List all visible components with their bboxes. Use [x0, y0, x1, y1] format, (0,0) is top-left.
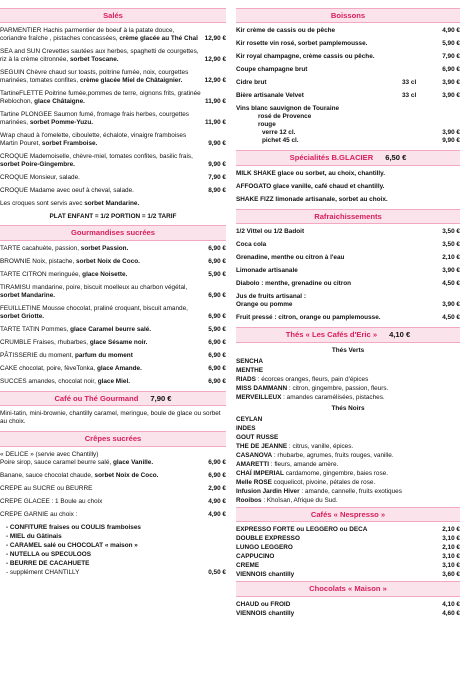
rafraichissement-price: 3,90 €	[442, 267, 460, 275]
vins-block	[236, 105, 460, 145]
item-price: 6,90 €	[208, 312, 226, 320]
specialite-name: AFFOGATO	[236, 182, 272, 190]
item-desc: SEGUIN Chèvre chaud sur toasts, poitrine fumée, noix, courgettes marinées, tomates confites,	[0, 69, 189, 85]
garnish-item: - MIEL du Gâtinais	[6, 532, 62, 540]
vins-verre: verre 12 cl. 3,90 €	[262, 129, 460, 137]
item-desc: Tartine PLONGEE Saumon fumé, fromage frais herbes, courgettes marinées,	[0, 111, 189, 127]
item-desc: PARMENTIER Hachis parmentier de boeuf à la patate douce, coriandre fraîche , pistaches concassées,	[0, 27, 175, 43]
item-price: 12,90 €	[204, 77, 226, 85]
rafraichissements-header: Rafraichissements	[236, 209, 460, 224]
item-text	[0, 48, 205, 64]
boisson-name: Kir crème de cassis ou de pêche	[236, 27, 336, 35]
item-text	[0, 485, 208, 493]
boisson-volume: 33 cl	[402, 92, 417, 100]
chocolat-item-name: CHAUD ou FROID	[236, 600, 291, 608]
item-text	[0, 245, 208, 253]
item-price: 6,90 €	[208, 471, 226, 479]
item-desc: Banane, sauce chocolat chaude,	[0, 471, 93, 479]
item-text	[0, 339, 208, 347]
item-price: 9,90 €	[208, 161, 226, 169]
item-desc: Wrap chaud à l'omelette, ciboulette, échalote, vinaigre framboises Martin Pouret,	[0, 132, 187, 148]
item-desc: Les croques sont servis avec	[0, 200, 83, 208]
rafraichissement-name	[236, 314, 434, 322]
rafraichissement-label: Limonade artisanale	[236, 267, 298, 275]
item-price: 11,90 €	[205, 119, 226, 127]
sales-item	[0, 69, 226, 85]
item-text	[0, 451, 208, 467]
rafraichissement-name	[236, 241, 434, 249]
sales-list	[0, 27, 226, 208]
item-desc: PÂTISSERIE du moment,	[0, 351, 74, 359]
rafraichissement-name	[236, 267, 434, 275]
tea-name: Infusion Jardin Hiver	[236, 487, 300, 495]
tea-name: MENTHE	[236, 366, 263, 374]
cafe-gourmand-desc: Mini-tatin, mini-brownie, chantilly caramel, meringue, boule de glace ou sorbet au choix.	[0, 410, 221, 426]
tea-name: MERVEILLEUX	[236, 393, 282, 401]
specialite-desc: glace vanille, café chaud et chantilly.	[273, 182, 385, 190]
item-sorbet: sorbet Poire-Gingembre.	[0, 161, 75, 169]
boisson-price: 3,90 €	[442, 92, 460, 100]
item-text	[0, 472, 208, 480]
rafraichissement-label: Grenadine, menthe ou citron à l'eau	[236, 254, 345, 262]
item-sorbet: glace Miel.	[97, 377, 131, 385]
cafe-item-name: VIENNOIS chantilly	[236, 571, 295, 579]
item-desc: SEA and SUN Crevettes sautées aux herbes, spaghetti de courgettes, riz à la crème citronnée,	[0, 48, 199, 64]
item-text	[0, 90, 205, 106]
item-desc: CROQUE Madame avec oeuf à cheval, salade.	[0, 187, 134, 195]
garnish-item: - NUTELLA ou SPECULOOS	[6, 550, 91, 558]
tea-item	[236, 461, 460, 469]
item-sorbet: glace Noisette.	[82, 270, 128, 278]
thes-header: Thés « Les Cafés d'Eric » 4,10 €	[236, 327, 460, 342]
vins-line: rouge	[258, 121, 276, 129]
cafe-item-name: CAPPUCINO	[236, 553, 275, 561]
item-text	[0, 305, 208, 321]
tea-name: THE DE JEANNE	[236, 442, 288, 450]
rafraichissement-price: 4,50 €	[442, 314, 460, 322]
item-text	[0, 69, 205, 85]
specialite-item	[236, 196, 460, 204]
sales-item	[0, 48, 226, 64]
item-text	[0, 132, 208, 148]
item-sorbet: sorbet Framboise.	[41, 140, 98, 148]
gourmandise-item	[0, 245, 226, 253]
rafraichissement-price: 2,10 €	[442, 254, 460, 262]
cafe-item-name: EXPRESSO FORTE ou LEGGERO ou DECA	[236, 526, 368, 534]
rafraichissement-item	[236, 314, 460, 322]
item-desc: FEUILLETINE Mousse chocolat, praliné croquant, biscuit amande,	[0, 304, 188, 312]
boissons-header: Boissons	[236, 8, 460, 23]
boisson-price: 3,90 €	[442, 79, 460, 87]
rafraichissement-name	[236, 293, 434, 309]
tea-name: Rooibos	[236, 496, 262, 504]
item-price: 6,90 €	[208, 257, 226, 265]
garnish-item: - BEURRE DE CACAHUETE	[6, 559, 90, 567]
sales-item	[0, 187, 226, 195]
item-desc: CROQUE Monsieur, salade.	[0, 174, 80, 182]
tea-item	[236, 385, 460, 393]
crepe-item	[0, 511, 226, 519]
item-text	[0, 111, 205, 127]
right-column	[236, 6, 460, 619]
sales-item	[0, 174, 226, 182]
crepe-item	[0, 451, 226, 467]
boissons-list	[236, 27, 460, 100]
item-sorbet: glace Amande.	[96, 364, 142, 372]
item-desc: CREPE GLACEE : 1 Boule au choix	[0, 497, 103, 505]
cafe-item	[236, 571, 460, 579]
item-sorbet: sorbet Griotte.	[0, 312, 45, 320]
item-text	[0, 153, 208, 169]
tea-desc: cardamome, gingembre, baies rose.	[283, 469, 389, 477]
item-price: 6,90 €	[208, 244, 226, 252]
specialite-name: MILK SHAKE	[236, 169, 276, 177]
item-desc-2: Poire sirop, sauce caramel beurre salé,	[0, 458, 112, 466]
tea-desc: : fleurs, amande amère.	[269, 460, 339, 468]
crepe-item	[0, 472, 226, 480]
item-price: 6,90 €	[208, 291, 226, 299]
gourmandise-item	[0, 258, 226, 266]
cafe-item	[236, 553, 460, 561]
sales-item	[0, 200, 226, 208]
specialites-list	[236, 170, 460, 204]
tea-name: CASANOVA	[236, 451, 273, 459]
item-text	[0, 200, 226, 208]
cafe-item-price: 3,60 €	[442, 571, 460, 579]
rafraichissement-label: Jus de fruits artisanal :	[236, 293, 306, 301]
item-sorbet: sorbet Noix de Coco.	[94, 471, 159, 479]
boisson-item	[236, 92, 460, 100]
rafraichissement-price: 3,50 €	[442, 228, 460, 236]
item-desc: « DELICE » (servie avec Chantilly)	[0, 450, 99, 458]
boisson-name: Coupe champagne brut	[236, 66, 308, 74]
item-sorbet: sorbet Mandarine.	[84, 200, 140, 208]
gourmandise-item	[0, 339, 226, 347]
cafe-item-price: 3,10 €	[442, 535, 460, 543]
item-sorbet: glace Châtaigne.	[34, 98, 85, 106]
cafe-item-name: DOUBLE EXPRESSO	[236, 535, 300, 543]
item-price: 12,90 €	[204, 35, 226, 43]
kids-portion-note: PLAT ENFANT = 1/2 PORTION = 1/2 TARIF	[49, 213, 177, 221]
cafe-gourmand-header: Café ou Thé Gourmand 7,90 €	[0, 391, 226, 406]
tea-item	[236, 470, 460, 478]
item-price: 6,90 €	[208, 351, 226, 359]
item-price: 6,90 €	[208, 364, 226, 372]
rafraichissement-name	[236, 228, 434, 236]
cafe-item-price: 2,10 €	[442, 544, 460, 552]
item-text	[0, 511, 208, 519]
specialites-price: 6,50 €	[385, 153, 407, 163]
tea-name: AMARETTI	[236, 460, 270, 468]
gourmandise-item	[0, 352, 226, 360]
specialite-item	[236, 183, 460, 191]
tea-name: MISS DAMMANN	[236, 384, 288, 392]
rafraichissement-label: Fruit pressé : citron, orange ou pamplemousse.	[236, 314, 381, 322]
gourmandise-item	[0, 326, 226, 334]
item-text	[0, 258, 208, 266]
boisson-item	[236, 40, 460, 48]
item-desc: TartineFLETTE Poitrine fumée,pommes de terre, oignons frits, gratinée Reblochon,	[0, 90, 201, 106]
item-price: 7,90 €	[208, 174, 226, 182]
tea-name: Melle ROSE	[236, 478, 272, 486]
boisson-item	[236, 66, 460, 74]
item-text	[0, 352, 208, 360]
gourmandises-header: Gourmandises sucrées	[0, 225, 226, 240]
item-text	[0, 378, 208, 386]
tea-desc: : écorces oranges, fleurs, pain d'épices	[255, 375, 369, 383]
boisson-name: Kir rosette vin rosé, sorbet pamplemousse.	[236, 40, 368, 48]
item-price: 2,90 €	[208, 484, 226, 492]
boisson-price: 7,90 €	[442, 53, 460, 61]
tea-desc: : amande, cannelle, fruits exotiques	[299, 487, 402, 495]
boisson-name: Kir royal champagne, crème cassis ou pêche.	[236, 53, 375, 61]
rafraichissement-price: 4,50 €	[442, 280, 460, 288]
tea-name: CHAÏ IMPERIAL	[236, 469, 284, 477]
left-column	[0, 6, 226, 582]
item-price: 8,90 €	[208, 187, 226, 195]
item-text	[0, 326, 208, 334]
tea-name: SENCHA	[236, 357, 263, 365]
rafraichissements-list	[236, 228, 460, 322]
cafe-item-name: LUNGO LEGGERO	[236, 544, 293, 552]
chocolat-item	[236, 610, 460, 618]
rafraichissement-name	[236, 254, 434, 262]
boisson-price: 4,90 €	[442, 27, 460, 35]
cafe-item-name: CREME	[236, 562, 260, 570]
tea-item	[236, 367, 460, 375]
boisson-volume: 33 cl	[402, 79, 417, 87]
rafraichissement-label: Diabolo : menthe, grenadine ou citron	[236, 280, 352, 288]
chocolat-item	[236, 601, 460, 609]
item-text	[0, 365, 208, 373]
tea-item	[236, 452, 460, 460]
item-desc: CREPE GARNIE au choix :	[0, 510, 78, 518]
item-desc: SUCCES amandes, chocolat noir,	[0, 377, 96, 385]
item-price: 11,90 €	[205, 98, 226, 106]
thes-verts-list	[236, 358, 460, 402]
rafraichissement-item	[236, 241, 460, 249]
item-price: 5,90 €	[208, 270, 226, 278]
item-desc: BROWNIE Noix, pistache,	[0, 257, 75, 265]
gourmandise-item	[0, 365, 226, 373]
item-sorbet: sorbet Mandarine.	[0, 291, 56, 299]
tea-item	[236, 488, 460, 496]
tea-item	[236, 479, 460, 487]
gourmandise-item	[0, 305, 226, 321]
boisson-item	[236, 27, 460, 35]
gourmandise-item	[0, 284, 226, 300]
sales-header: Salés	[0, 8, 226, 23]
vins-line: rosé de Provence	[258, 113, 312, 121]
item-price: 6,90 €	[208, 458, 226, 466]
item-sorbet: glace Caramel beurre salé.	[70, 325, 152, 333]
item-desc: CRUMBLE Fraises, rhubarbes,	[0, 338, 89, 346]
sales-item	[0, 90, 226, 106]
cafe-item	[236, 544, 460, 552]
item-desc: TARTE CITRON meringuée,	[0, 270, 81, 278]
tea-name: CEYLAN	[236, 415, 263, 423]
thes-noirs-list	[236, 416, 460, 505]
garnish-item: - CONFITURE fraises ou COULIS framboises	[6, 523, 141, 531]
tea-desc: coquelicot, pivoine, pétales de rose.	[271, 478, 376, 486]
boisson-price: 6,90 €	[442, 66, 460, 74]
tea-item	[236, 416, 460, 424]
gourmandise-item	[0, 378, 226, 386]
thes-noirs-title: Thés Noirs	[331, 404, 365, 412]
item-desc: TIRAMISU mandarine, poire, biscuit moelleux au charbon végétal,	[0, 283, 188, 291]
item-price: 6,90 €	[208, 338, 226, 346]
tea-item	[236, 497, 460, 505]
boisson-price: 5,90 €	[442, 40, 460, 48]
tea-item	[236, 443, 460, 451]
specialite-name: SHAKE FIZZ	[236, 195, 274, 203]
rafraichissement-label: Coca cola	[236, 241, 267, 249]
crepes-list	[0, 451, 226, 519]
thes-verts-title: Thés Verts	[331, 346, 365, 354]
boisson-item	[236, 53, 460, 61]
thes-price: 4,10 €	[389, 330, 411, 340]
vins-pichet: pichet 45 cl. 9,90 €	[262, 137, 460, 145]
cafe-item-price: 3,10 €	[442, 562, 460, 570]
item-text	[0, 187, 208, 195]
rafraichissement-price: 3,90 €	[442, 301, 460, 309]
item-text	[0, 498, 208, 506]
cafes-header: Cafés « Nespresso »	[236, 507, 460, 522]
chocolat-item-price: 4,10 €	[442, 600, 460, 608]
specialite-item	[236, 170, 460, 178]
crepe-item	[0, 498, 226, 506]
rafraichissement-item	[236, 280, 460, 288]
tea-desc: : citrus, vanille, épices.	[287, 442, 354, 450]
rafraichissement-label-2: Orange ou pomme	[236, 301, 293, 309]
item-sorbet: crème glacée au Thé Chaï	[119, 35, 198, 43]
item-sorbet: parfum du moment	[74, 351, 133, 359]
chantilly-supplement: - supplément CHANTILLY 0,50 €	[6, 568, 226, 576]
rafraichissement-name	[236, 280, 434, 288]
garnish-item: - CARAMEL salé ou CHOCOLAT « maison »	[6, 541, 138, 549]
tea-name: RIADS	[236, 375, 256, 383]
cafe-item-price: 3,10 €	[442, 553, 460, 561]
tea-item	[236, 425, 460, 433]
rafraichissement-item	[236, 228, 460, 236]
item-text	[0, 271, 208, 279]
tea-desc: : citron, gingembre, passion, fleurs.	[287, 384, 389, 392]
crepe-item	[0, 485, 226, 493]
item-sorbet: glace Sésame noir.	[89, 338, 148, 346]
cafe-item	[236, 526, 460, 534]
cafes-list	[236, 526, 460, 579]
item-desc: CAKE chocolat, poire, fèveTonka,	[0, 364, 96, 372]
cafe-item-price: 2,10 €	[442, 526, 460, 534]
boisson-item	[236, 79, 460, 87]
item-desc: CREPE au SUCRE ou BEURRE	[0, 484, 93, 492]
item-price: 4,90 €	[208, 510, 226, 518]
item-price: 5,90 €	[208, 325, 226, 333]
rafraichissement-item	[236, 254, 460, 262]
crepes-garnish	[0, 524, 226, 568]
tea-name: INDES	[236, 424, 256, 432]
rafraichissement-label: 1/2 Vittel ou 1/2 Badoit	[236, 228, 305, 236]
item-price: 4,90 €	[208, 497, 226, 505]
cafe-item	[236, 535, 460, 543]
cafe-gourmand-price: 7,90 €	[150, 393, 172, 403]
chocolats-header: Chocolats « Maison »	[236, 581, 460, 596]
tea-item	[236, 358, 460, 366]
chocolats-list	[236, 601, 460, 618]
chocolat-item-name: VIENNOIS chantilly	[236, 609, 295, 617]
specialite-desc: glace ou sorbet, au choix, chantilly.	[277, 169, 386, 177]
sales-item	[0, 132, 226, 148]
tea-item	[236, 434, 460, 442]
item-sorbet: sorbet Pomme-Yuzu.	[29, 119, 94, 127]
tea-item	[236, 394, 460, 402]
crepes-header: Crêpes sucrées	[0, 431, 226, 446]
item-sorbet: sorbet Toscane.	[69, 56, 119, 64]
gourmandise-item	[0, 271, 226, 279]
item-desc: CROQUE Mademoiselle, chèvre-miel, tomates confites, basilic frais,	[0, 153, 193, 161]
vins-line: Vins blanc sauvignon de Touraine	[236, 105, 340, 113]
boisson-name: Bière artisanale Velvet	[236, 92, 304, 100]
item-text	[0, 27, 205, 43]
item-text	[0, 174, 208, 182]
sales-item	[0, 153, 226, 169]
item-price: 6,90 €	[208, 377, 226, 385]
rafraichissement-price: 3,50 €	[442, 241, 460, 249]
item-sorbet: glace Vanille.	[112, 458, 154, 466]
sales-item	[0, 27, 226, 43]
specialite-desc: limonade artisanale, sorbet au choix.	[275, 195, 388, 203]
tea-desc: : rhubarbe, agrumes, fruits rouges, vanille.	[272, 451, 394, 459]
tea-desc: : amandes caramélisées, pistaches.	[281, 393, 385, 401]
rafraichissement-item	[236, 293, 460, 309]
item-desc: TARTE cacahuète, passion,	[0, 244, 79, 252]
chocolat-item-price: 4,60 €	[442, 609, 460, 617]
item-sorbet: sorbet Noix de Coco.	[76, 257, 140, 265]
rafraichissement-item	[236, 267, 460, 275]
tea-desc: : Khoïsan, Afrique du Sud.	[261, 496, 338, 504]
item-price: 12,90 €	[204, 56, 226, 64]
item-text	[0, 284, 208, 300]
item-price: 9,90 €	[208, 140, 226, 148]
tea-name: GOUT RUSSE	[236, 433, 279, 441]
gourmandises-list	[0, 245, 226, 386]
specialites-header: Spécialités B.GLACIER 6,50 €	[236, 150, 460, 165]
cafe-item	[236, 562, 460, 570]
item-desc: TARTE TATIN Pommes,	[0, 325, 69, 333]
item-sorbet: sorbet Passion.	[80, 244, 129, 252]
tea-item	[236, 376, 460, 384]
item-sorbet: crème glacée Miel de Châtaignier.	[79, 77, 183, 85]
boisson-name: Cidre brut	[236, 79, 267, 87]
sales-item	[0, 111, 226, 127]
